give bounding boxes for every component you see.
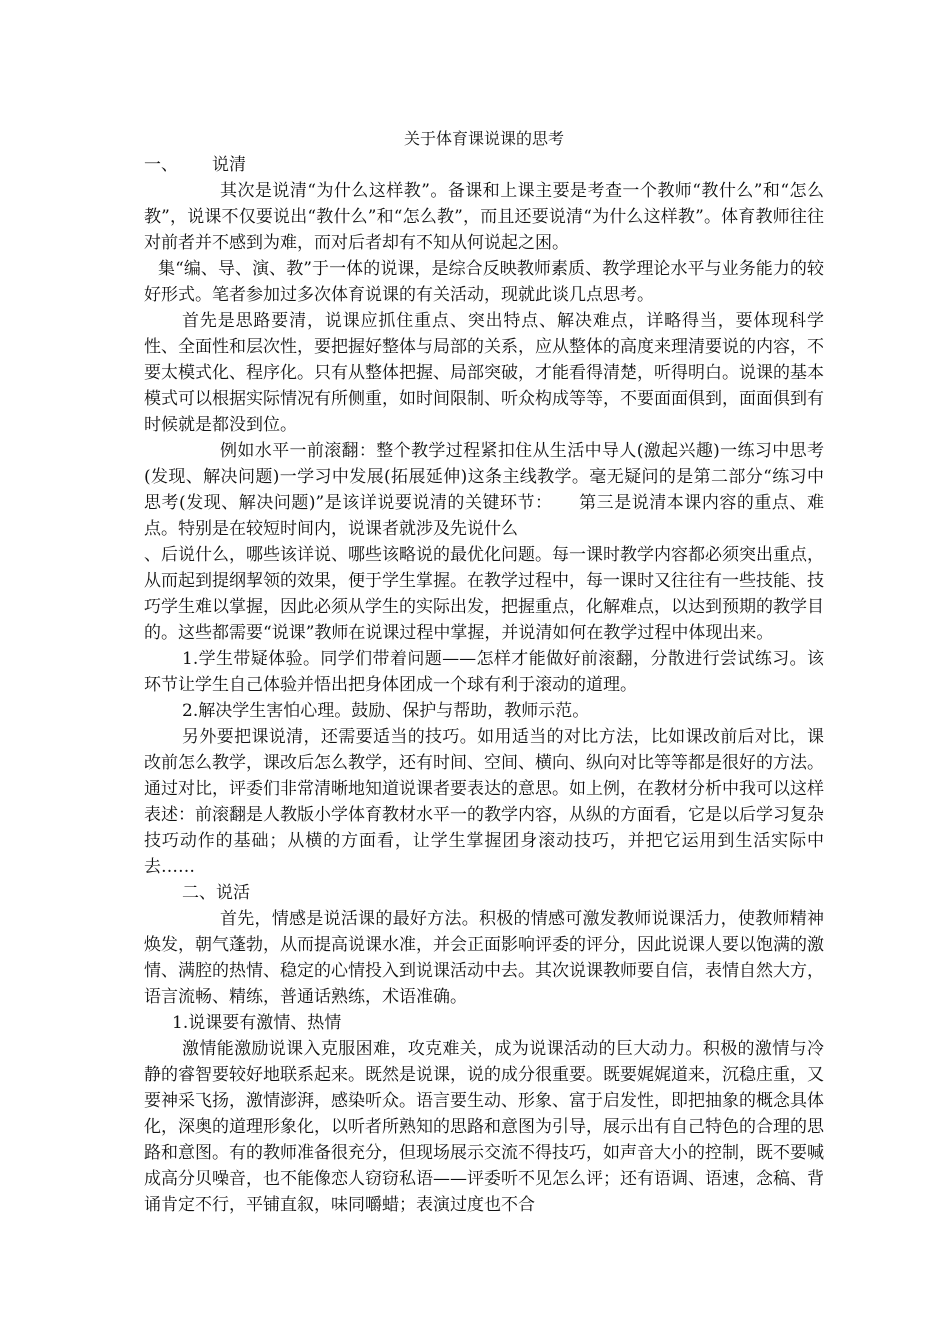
paragraph: 例如水平一前滚翻：整个教学过程紧扣住从生活中导人(激起兴趣)一练习中思考(发现、解决问题)一学习中发展(拓展延伸)这条主线教学。毫无疑问的是第二部分“练习中思考(发现、解决问题)”是该详说要说清的关键环节： 第三是说清本课内容的重点、难点。特别是在较短时间内，说课者就涉及先说什么: [144, 441, 824, 539]
paragraph: 集“编、导、演、教”于一体的说课，是综合反映教师素质、教学理论水平与业务能力的较好形式。笔者参加过多次体育说课的有关活动，现就此谈几点思考。: [144, 259, 824, 305]
list-item: 1.学生带疑体验。同学们带着问题——怎样才能做好前滚翻，分散进行尝试练习。该环节让学生自己体验并悟出把身体团成一个球有利于滚动的道理。: [144, 649, 824, 695]
subsection-heading: 1.说课要有激情、热情: [172, 1013, 342, 1033]
paragraph: 首先是思路要清，说课应抓住重点、突出特点、解决难点，详略得当，要体现科学性、全面性和层次性，要把握好整体与局部的关系，应从整体的高度来理清要说的内容，不要太模式化、程序化。只有从整体把握、局部突破，才能看得清楚，听得明白。说课的基本模式可以根据实际情况有所侧重，如时间限制、听众构成等等，不要面面俱到，面面俱到有时候就是都没到位。: [144, 311, 824, 435]
section-heading-1: [144, 152, 824, 178]
paragraph: 其次是说清“为什么这样教”。备课和上课主要是考查一个教师“教什么”和“怎么教”，说课不仅要说出“教什么”和“怎么教”，而且还要说清“为什么这样教”。体育教师往往对前者并不感到为难，而对后者却有不知从何说起之困。: [144, 181, 824, 253]
paragraph: 另外要把课说清，还需要适当的技巧。如用适当的对比方法，比如课改前后对比，课改前怎么教学，课改后怎么教学，还有时间、空间、横向、纵向对比等等都是很好的方法。通过对比，评委们非常清晰地知道说课者要表达的意思。如上例，在教材分析中我可以这样表述：前滚翻是人教版小学体育教材水平一的教学内容，从纵的方面看，它是以后学习复杂技巧动作的基础；从横的方面看，让学生掌握团身滚动技巧，并把它运用到生活实际中去……: [144, 727, 824, 877]
section-heading-2: 二、说活: [182, 883, 250, 903]
section-number: 一、: [144, 155, 178, 175]
document-page: [144, 126, 824, 1218]
document-title: 关于体育课说课的思考: [403, 129, 564, 148]
section-title: 说清: [212, 155, 246, 175]
paragraph: 首先，情感是说活课的最好方法。积极的情感可激发教师说课活力，使教师精神焕发，朝气蓬勃，从而提高说课水准，并会正面影响评委的评分，因此说课人要以饱满的激情、满腔的热情、稳定的心情投入到说课活动中去。其次说课教师要自信，表情自然大方，语言流畅、精练，普通话熟练，术语准确。: [144, 909, 824, 1007]
paragraph: 激情能激励说课入克服困难，攻克难关，成为说课活动的巨大动力。积极的激情与冷静的睿智要较好地联系起来。既然是说课，说的成分很重要。既要娓娓道来，沉稳庄重，又要神采飞扬，激情澎湃，感染听众。语言要生动、形象、富于启发性，即把抽象的概念具体化，深奥的道理形象化，以听者所熟知的思路和意图为引导，展示出有自己特色的合理的思路和意图。有的教师准备很充分，但现场展示交流不得技巧，如声音大小的控制，既不要喊成高分贝噪音，也不能像恋人窃窃私语——评委听不见怎么评；还有语调、语速，念稿、背诵肯定不行，平铺直叙，味同嚼蜡；表演过度也不合: [144, 1039, 824, 1215]
paragraph: 、后说什么，哪些该详说、哪些该略说的最优化问题。每一课时教学内容都必须突出重点，从而起到提纲挈领的效果，便于学生掌握。在教学过程中，每一课时又往往有一些技能、技巧学生难以掌握，因此必须从学生的实际出发，把握重点，化解难点，以达到预期的教学目的。这些都需要“说课”教师在说课过程中掌握，并说清如何在教学过程中体现出来。: [144, 545, 824, 643]
list-item: 2.解决学生害怕心理。鼓励、保护与帮助，教师示范。: [182, 701, 590, 721]
